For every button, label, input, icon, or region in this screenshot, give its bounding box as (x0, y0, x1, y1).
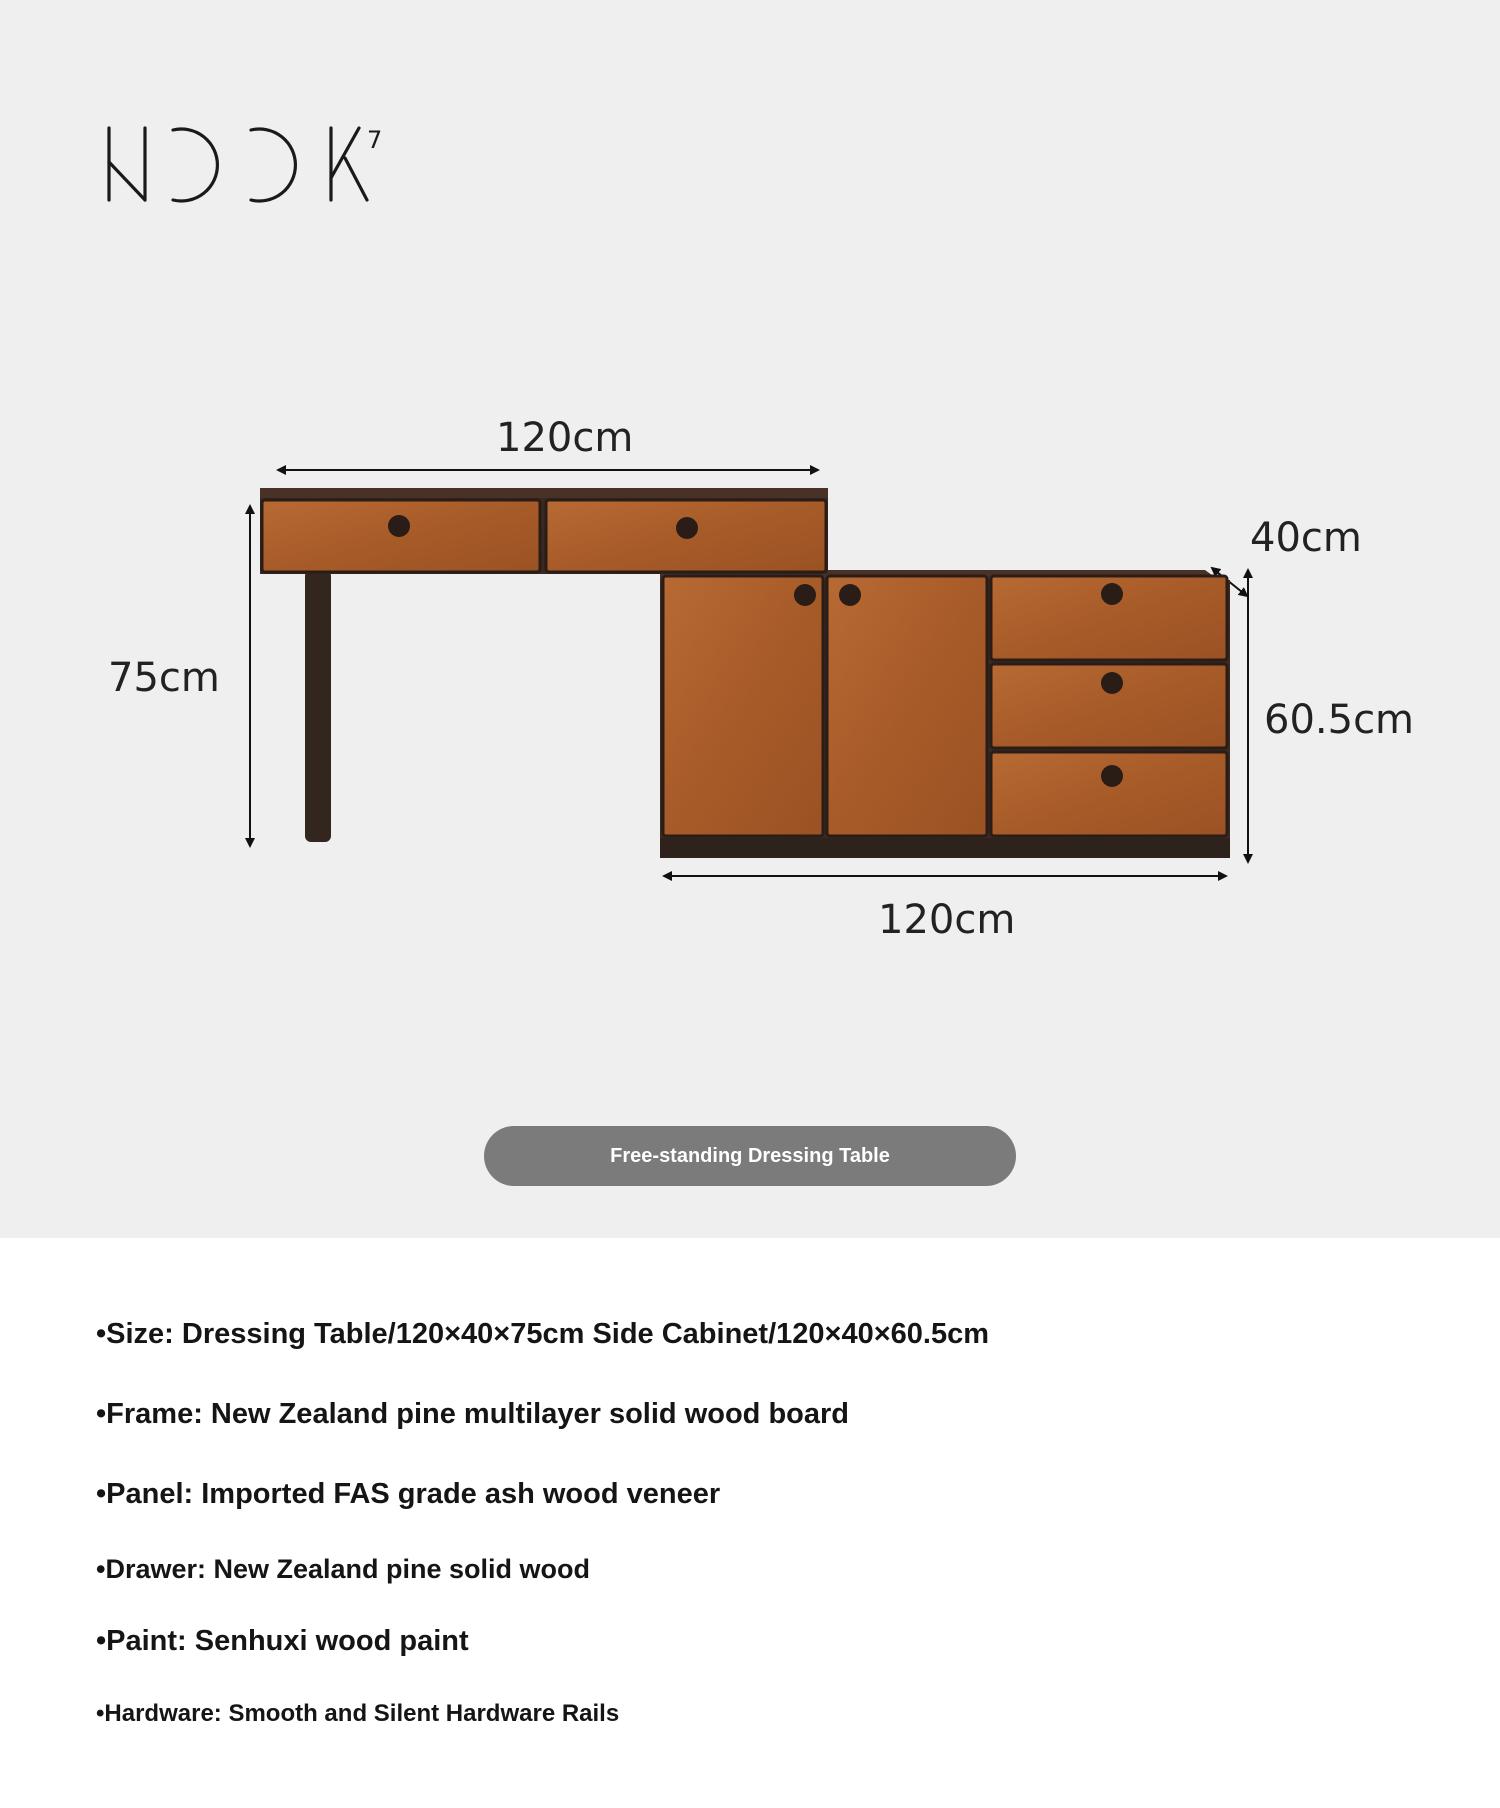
spec-size: •Size: Dressing Table/120×40×75cm Side Cabinet/120×40×60.5cm (96, 1318, 990, 1350)
spec-drawer: •Drawer: New Zealand pine solid wood (96, 1554, 591, 1584)
nook-logo (105, 118, 385, 208)
table-height-label: 75cm (108, 655, 220, 701)
cabinet-height-label: 60.5cm (1264, 697, 1415, 743)
spec-hardware: •Hardware: Smooth and Silent Hardware Rails (96, 1700, 620, 1727)
logo-superscript: 7 (367, 126, 383, 154)
caption-pill: Free-standing Dressing Table (484, 1126, 1016, 1186)
spec-frame: •Frame: New Zealand pine multilayer solid wood board (96, 1398, 850, 1430)
cabinet-width-label: 120cm (878, 897, 1016, 943)
spec-paint: •Paint: Senhuxi wood paint (96, 1625, 469, 1657)
table-width-label: 120cm (496, 415, 634, 461)
spec-panel: •Panel: Imported FAS grade ash wood veneer (96, 1478, 721, 1510)
cabinet-depth-label: 40cm (1250, 515, 1362, 561)
side-cabinet (660, 570, 1230, 858)
furniture-dimension-diagram (0, 380, 1500, 980)
